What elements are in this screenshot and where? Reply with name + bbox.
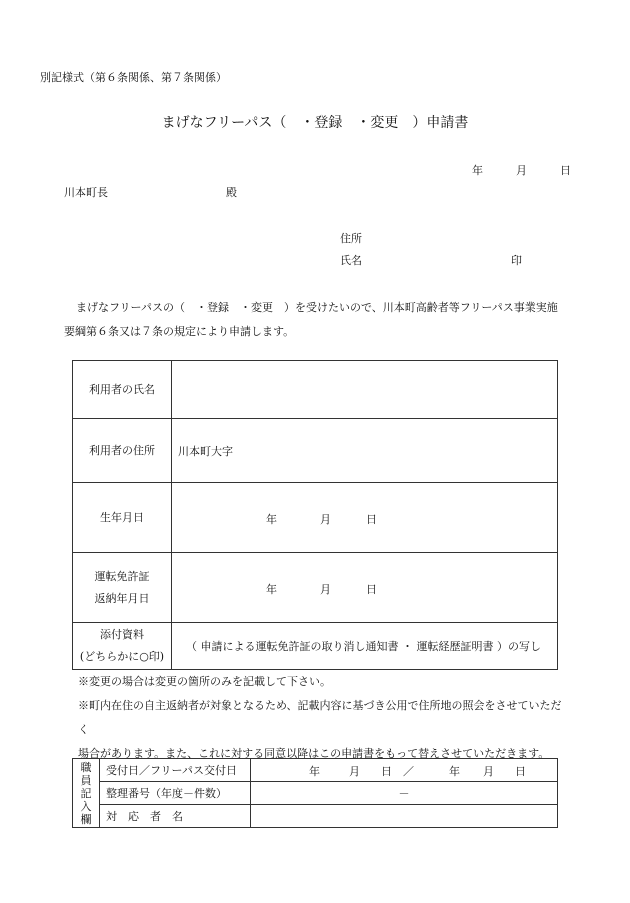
birth-date-field[interactable] <box>172 483 558 553</box>
row-issue-date <box>73 759 558 782</box>
row-serial-number <box>73 782 558 805</box>
form-reference: 別記様式（第６条関係、第７条関係） <box>40 71 227 84</box>
applicant-table <box>72 360 558 670</box>
attachments-label <box>73 623 172 670</box>
attachments-label-line2: (どちらかに○印) <box>79 650 165 663</box>
issue-day-label: 日 <box>515 765 526 778</box>
staff-side-char: 入 <box>80 799 92 813</box>
license-return-date-field[interactable] <box>172 553 558 623</box>
attachments-label-line1: 添付資料 <box>100 628 144 641</box>
note-line: ※変更の場合は変更の箇所のみを記載して下さい。 <box>78 675 331 688</box>
return-day-label: 日 <box>366 582 377 596</box>
body-text-line: まげなフリーパスの（ ・登録 ・変更 ）を受けたいので、川本町高齢者等フリーパス事業実施 <box>76 301 558 314</box>
row-user-name <box>73 361 558 419</box>
license-return-label-line1: 運転免許証 <box>94 569 150 583</box>
issue-date-field[interactable] <box>251 759 558 782</box>
attachments-choice[interactable]: （ 申請による運転免許証の取り消し通知書 ・ 運転経歴証明書 ）の写し <box>172 623 558 670</box>
applicant-name-label: 氏名 <box>340 254 362 267</box>
row-license-return-date <box>73 553 558 623</box>
staff-entry-table <box>72 758 558 828</box>
user-name-label: 利用者の氏名 <box>73 361 172 419</box>
row-birth-date <box>73 483 558 553</box>
date-day-label: 日 <box>560 164 571 177</box>
staff-side-char: 員 <box>80 773 92 787</box>
birth-year-label: 年 <box>266 512 277 526</box>
user-address-label: 利用者の住所 <box>73 419 172 483</box>
row-user-address <box>73 419 558 483</box>
receipt-day-label: 日 <box>381 765 392 778</box>
date-year-label: 年 <box>472 164 483 177</box>
row-handler <box>73 805 558 828</box>
body-text <box>64 296 564 344</box>
addressee: 川本町長 <box>64 186 108 199</box>
staff-side-char: 職 <box>80 760 92 774</box>
serial-number-label: 整理番号（年度－件数） <box>100 782 251 805</box>
date-separator: ／ <box>403 765 414 778</box>
birth-day-label: 日 <box>366 512 377 526</box>
staff-side-label <box>73 759 100 828</box>
honorific: 殿 <box>226 186 237 199</box>
staff-side-char: 記 <box>80 786 92 800</box>
issue-month-label: 月 <box>483 765 494 778</box>
note-line: 場合があります。また、これに対する同意以降はこの申請書をもって替えさせていただきます。 <box>78 747 550 760</box>
handler-field[interactable] <box>251 805 558 828</box>
serial-number-field[interactable]: － <box>251 782 558 805</box>
date-month-label: 月 <box>516 164 527 177</box>
return-month-label: 月 <box>320 582 331 596</box>
row-attachments <box>73 623 558 670</box>
birth-month-label: 月 <box>320 512 331 526</box>
license-return-label-line2: 返納年月日 <box>94 591 150 605</box>
notes <box>78 670 568 766</box>
application-date <box>472 162 571 178</box>
document-title: まげなフリーパス（ ・登録 ・変更 ）申請書 <box>161 115 469 131</box>
seal-mark: 印 <box>511 254 522 267</box>
body-text-line: 要綱第６条又は７条の規定により申請します。 <box>64 325 295 338</box>
staff-side-char: 欄 <box>80 812 92 826</box>
issue-date-label: 受付日／フリーパス交付日 <box>100 759 251 782</box>
birth-date-label: 生年月日 <box>73 483 172 553</box>
license-return-label <box>73 553 172 623</box>
user-address-field[interactable]: 川本町大字 <box>172 419 558 483</box>
user-name-field[interactable] <box>172 361 558 419</box>
receipt-year-label: 年 <box>309 765 320 778</box>
note-line: ※町内在住の自主返納者が対象となるため、記載内容に基づき公用で住所地の照会をさせていただく <box>78 699 562 736</box>
receipt-month-label: 月 <box>349 765 360 778</box>
issue-year-label: 年 <box>449 765 460 778</box>
applicant-address-label: 住所 <box>340 232 362 245</box>
handler-label: 対 応 者 名 <box>100 805 251 828</box>
return-year-label: 年 <box>266 582 277 596</box>
